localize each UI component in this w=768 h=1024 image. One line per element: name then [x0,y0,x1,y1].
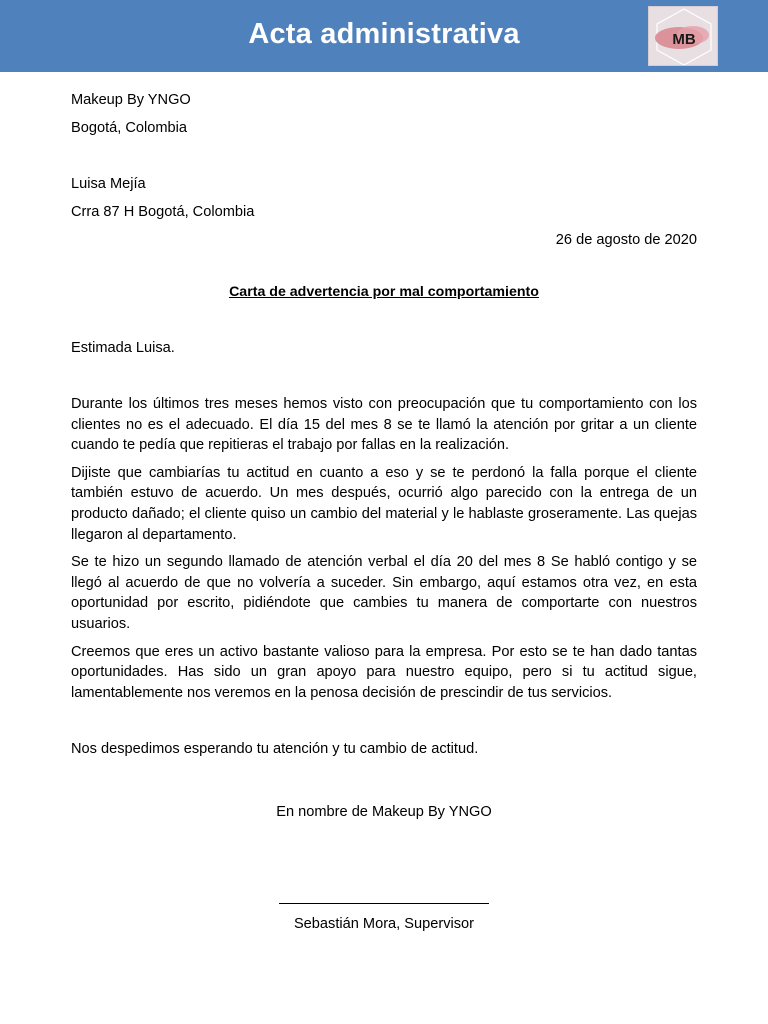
closing-line: Nos despedimos esperando tu atención y tu cambio de actitud. [71,741,479,758]
document-title: Acta administrativa [248,18,520,50]
paragraph: Se te hizo un segundo llamado de atención verbal el día 20 del mes 8 Se habló contigo y se llegó al acuerdo de que no volvería a suceder. Sin embargo, aquí estamos otra vez, en esta oportunidad por escrito, pidiéndote que cambies tu manera de comportarte con nuestros usuarios. [71,554,697,632]
letter-body [71,86,697,759]
signatory-name: Sebastián Mora, Supervisor [293,916,475,932]
spacer [71,300,697,338]
logo-graphic [649,7,718,66]
sender-city: Bogotá, Colombia [71,120,188,136]
spacer [71,456,697,463]
recipient-address: Crra 87 H Bogotá, Colombia [71,204,255,220]
on-behalf-line: En nombre de Makeup By YNGO [276,804,492,820]
spacer [71,545,697,552]
letter-date: 26 de agosto de 2020 [555,232,697,248]
letter-greeting: Estimada Luisa. [71,340,175,356]
spacer [71,358,697,394]
sender-company: Makeup By YNGO [71,92,191,108]
blank-line [71,142,697,170]
spacer [71,254,697,284]
spacer [71,703,697,739]
signature-line [279,903,489,904]
paragraph: Creemos que eres un activo bastante valioso para la empresa. Por esto se te han dado tantas oportunidades. Has sido un gran apoyo para nuestro equipo, pero si tu actitud sigue, lamentablemente nos veremos en la penosa decisión de prescindir de tus servicios. [71,643,697,701]
spacer [71,635,697,642]
header-banner [0,0,768,72]
letter-subject: Carta de advertencia por mal comportamiento [229,284,539,300]
paragraph: Durante los últimos tres meses hemos visto con preocupación que tu comportamiento con los clientes no es el adecuado. El día 15 del mes 8 se te llamó la atención por gritar a un cliente cuando te pedía que repitieras el trabajo por fallas en la realización. [71,396,697,454]
company-logo [648,6,718,66]
logo-monogram: MB [672,31,696,48]
paragraph: Dijiste que cambiarías tu actitud en cuanto a eso y se te perdonó la falla porque el cliente también estuvo de acuerdo. Un mes después, ocurrió algo parecido con la entrega de un producto dañado; el cliente quiso un cambio del material y le hablaste groseramente. Las quejas llegaron al departamento. [71,464,697,543]
recipient-name: Luisa Mejía [71,176,146,192]
